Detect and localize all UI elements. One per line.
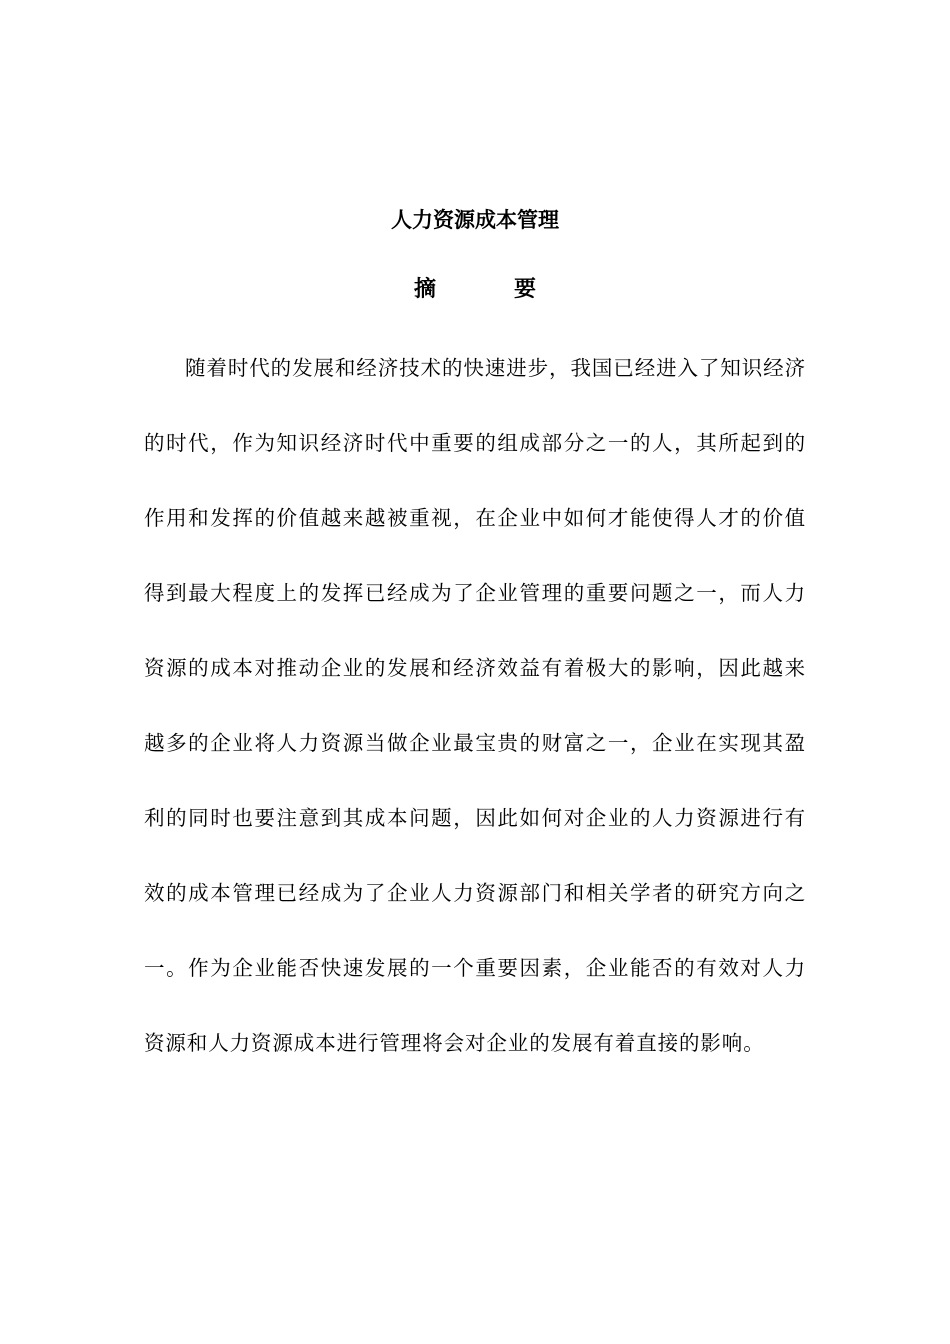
abstract-heading (0, 274, 950, 306)
abstract-paragraph: 随着时代的发展和经济技术的快速进步，我国已经进入了知识经济的时代，作为知识经济时代中重要的组成部分之一的人，其所起到的作用和发挥的价值越来越被重视，在企业中如何才能使得人才的价值得到最大程度上的发挥已经成为了企业管理的重要问题之一，而人力资源的成本对推动企业的发展和经济效益有着极大的影响，因此越来越多的企业将人力资源当做企业最宝贵的财富之一，企业在实现其盈利的同时也要注意到其成本问题，因此如何对企业的人力资源进行有效的成本管理已经成为了企业人力资源部门和相关学者的研究方向之一。作为企业能否快速发展的一个重要因素，企业能否的有效对人力资源和人力资源成本进行管理将会对企业的发展有着直接的影响。 (144, 356, 806, 1055)
document-title: 人力资源成本管理 (391, 208, 559, 232)
abstract-heading-char-2: 要 (514, 277, 537, 302)
abstract-heading-char-1: 摘 (413, 277, 436, 302)
